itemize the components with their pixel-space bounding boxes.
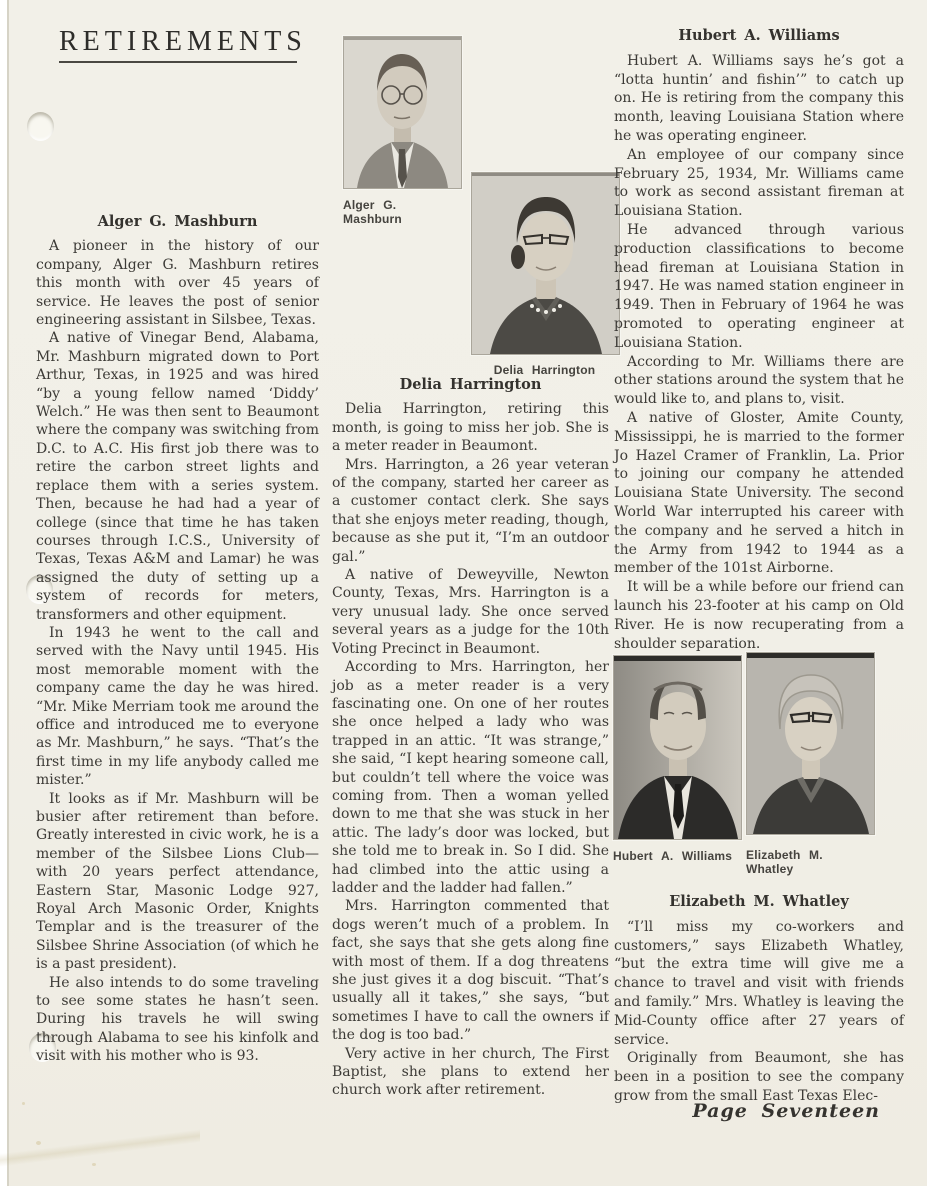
article-paragraph: An employee of our company since February 25, 1934, Mr. Williams came to work as second assistant fireman at Louisiana Station.	[614, 146, 904, 220]
photo-block-harrington	[471, 172, 618, 377]
title-underline	[59, 61, 297, 63]
photo-block-williams	[613, 655, 740, 863]
portrait-photo-mashburn	[343, 36, 462, 189]
article-paragraph: Mrs. Harrington, a 26 year veteran of the company, started her career as a customer contact clerk. She says that she enjoys meter reading, though, because as she put it, “I’m an outdoor gal.”	[332, 456, 609, 565]
article-paragraph: A native of Gloster, Amite County, Mississippi, he is married to the former Jo Hazel Cramer of Franklin, La. Prior to joining our company he attended Louisiana State University. The second World War interrupted his career with the company and he served a hitch in the Army from 1942 to 1944 as a member of the 101st Airborne.	[614, 409, 904, 577]
punch-hole-top	[27, 112, 54, 141]
article-paragraph: A pioneer in the history of our company, Alger G. Mashburn retires this month with over 45 years of service. He leaves the post of senior engineering assistant in Silsbee, Texas.	[36, 238, 319, 329]
photo-block-mashburn	[343, 36, 460, 226]
article-heading: Elizabeth M. Whatley	[669, 893, 849, 910]
article-mashburn	[36, 213, 319, 1066]
portrait-photo-whatley	[746, 652, 875, 835]
article-paragraph: “I’ll miss my co-workers and customers,” says Elizabeth Whatley, “but the extra time will give me a chance to travel and visit with friends and family.” Mrs. Whatley is leaving the Mid-County office after 27 years of service.	[614, 918, 904, 1048]
article-heading: Alger G. Mashburn	[97, 213, 258, 230]
article-paragraph: Delia Harrington, retiring this month, is going to miss her job. She is a meter reader in Beaumont.	[332, 401, 609, 455]
article-whatley	[614, 893, 904, 1106]
paper-crease	[0, 1118, 200, 1178]
paper-speck	[22, 1102, 25, 1105]
article-williams	[614, 27, 904, 653]
article-paragraph: Very active in her church, The First Baptist, she plans to extend her church work after retirement.	[332, 1045, 609, 1099]
article-heading: Hubert A. Williams	[678, 27, 840, 44]
article-paragraph: According to Mrs. Harrington, her job as a meter reader is a very fascinating one. On one of her routes she once helped a lady who was trapped in an attic. “It was strange,” she said, “I kept hearing someone call, but couldn’t tell where the voice was coming from. Then a woman yelled down to me that she was stuck in her attic. The lady’s door was locked, but she told me to break in. So I did. She had climbed into the attic using a ladder and the ladder had fallen.”	[332, 659, 609, 896]
article-harrington	[332, 376, 609, 1100]
page-number: Page Seventeen	[692, 1100, 880, 1122]
article-paragraph: A native of Vinegar Bend, Alabama, Mr. Mashburn migrated down to Port Arthur, Texas, in 1925 and was hired “by a young fellow named ‘Diddy’ Welch.” He was then sent to Beaumont where the company was switching from D.C. to A.C. His first job there was to retire the carbon street lights and replace them with a series system. Then, because he had had a year of college (since that time he has taken courses through I.C.S., University of Texas, Texas A&M and Lamar) he was assigned the duty of setting up a system of records for meters, transformers and other equipment.	[36, 330, 319, 623]
article-paragraph: A native of Deweyville, Newton County, Texas, Mrs. Harrington is a very unusual lady. She once served several years as a judge for the 10th Voting Precinct in Beaumont.	[332, 567, 609, 657]
paper-speck	[92, 1163, 96, 1166]
photo-caption-williams: Hubert A. Williams	[613, 849, 733, 863]
article-paragraph: Originally from Beaumont, she has been in a position to see the company grow from the small East Texas Elec-	[614, 1050, 904, 1104]
article-heading: Delia Harrington	[399, 376, 542, 393]
article-paragraph: Mrs. Harrington commented that dogs weren’t much of a problem. In fact, she says that she gets along fine with most of them. If a dog threatens she just gives it a dog biscuit. “That’s usually all it takes,” she says, “but sometimes I have to call the owners if the dog is too bad.”	[332, 898, 609, 1044]
article-paragraph: In 1943 he went to the call and served with the Navy until 1945. His most memorable moment with the company came the day he was hired. “Mr. Mike Merriam took me around the office and introduced me to everyone as Mr. Mashburn,” he says. “That’s the first time in my life anybody called me mister.”	[36, 624, 319, 789]
article-paragraph: He also intends to do some traveling to see some states he hasn’t seen. During his travels he will swing through Alabama to see his kinfolk and visit with his mother who is 93.	[36, 974, 319, 1065]
page-left-edge	[7, 0, 9, 1186]
photo-caption-mashburn: Alger G. Mashburn	[343, 198, 402, 226]
article-paragraph: It looks as if Mr. Mashburn will be busier after retirement than before. Greatly interested in civic work, he is a member of the Silsbee Lions Club—with 20 years perfect attendance, Eastern Star, Masonic Lodge 927, Royal Arch Masonic Order, Knights Templar and is the treasurer of the Silsbee Shrine Association (of which he is a past president).	[36, 790, 319, 973]
article-paragraph: It will be a while before our friend can launch his 23-footer at his camp on Old River. He is now recuperating from a shoulder separation.	[614, 579, 904, 652]
paper-speck	[36, 1141, 41, 1145]
article-paragraph: He advanced through various production classifications to become head fireman at Louisiana Station in 1947. He was named station engineer in 1949. Then in February of 1964 he was promoted to operating engineer at Louisiana Station.	[614, 221, 904, 351]
masthead	[59, 26, 307, 63]
photo-caption-whatley: Elizabeth M. Whatley	[746, 848, 823, 876]
article-paragraph: Hubert A. Williams says he’s got a “lotta huntin’ and fishin’” to catch up on. He is retiring from the company this month, leaving Louisiana Station where he was operating engineer.	[614, 52, 904, 144]
portrait-photo-williams	[613, 655, 742, 840]
page-title: RETIREMENTS	[59, 26, 307, 57]
portrait-photo-harrington	[471, 172, 620, 355]
photo-block-whatley	[746, 652, 873, 876]
photo-caption-harrington: Delia Harrington	[493, 363, 596, 377]
article-paragraph: According to Mr. Williams there are other stations around the system that he would like to, and plans to, visit.	[614, 353, 904, 408]
